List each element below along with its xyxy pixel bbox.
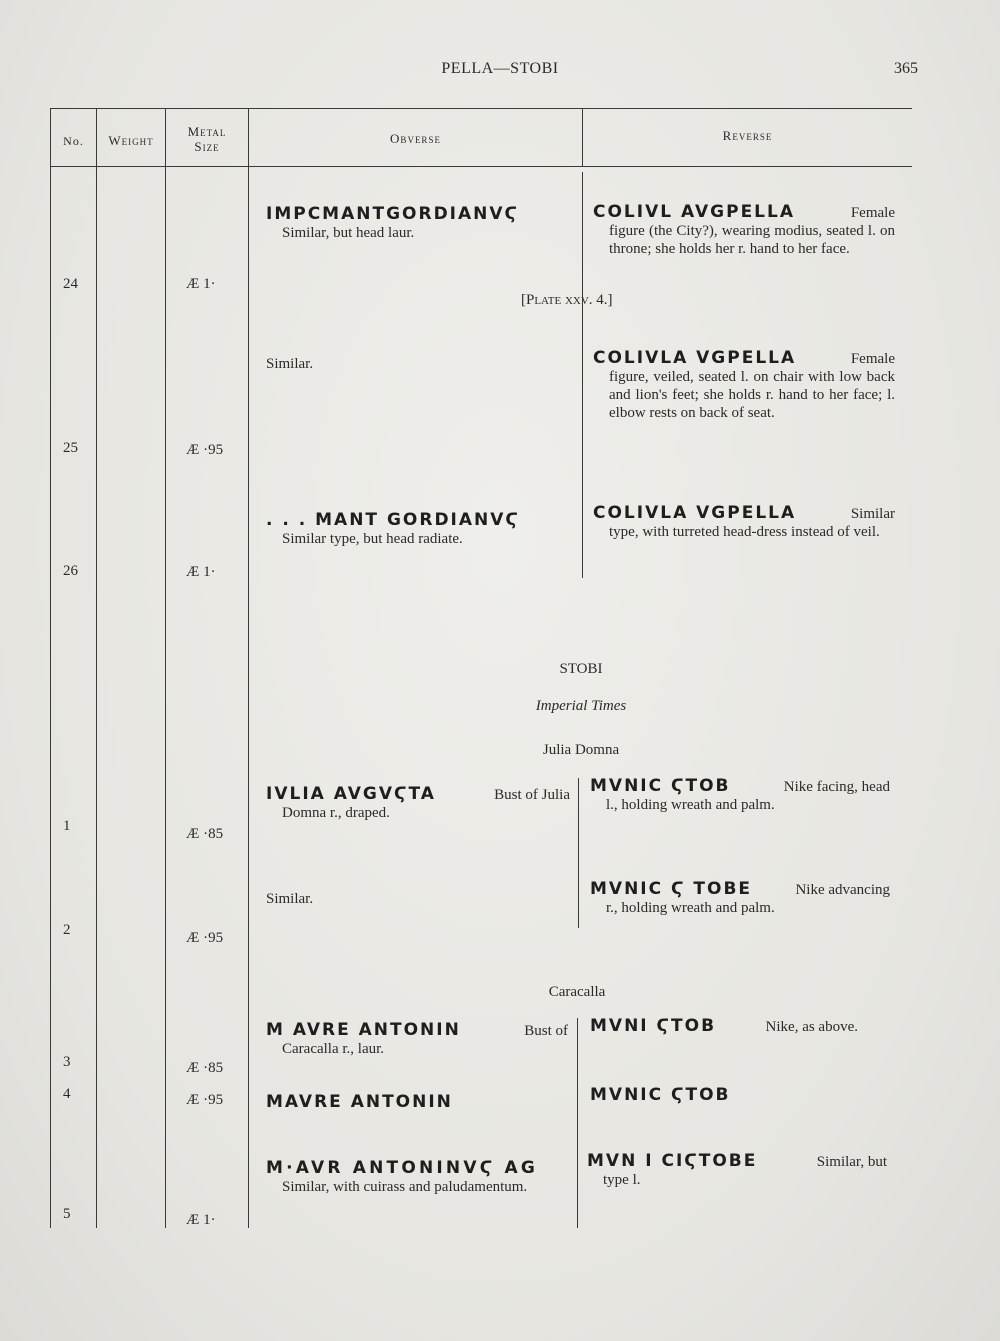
stobi-1-obverse <box>266 784 570 822</box>
stobi-1-reverse <box>590 776 890 814</box>
entry-26-number: 26 <box>63 563 78 579</box>
stobi-2-reverse <box>590 879 890 917</box>
col-divider-left-edge <box>50 108 51 1228</box>
reverse-description: r., holding wreath and palm. <box>606 900 775 916</box>
entry-24-obverse <box>266 204 566 242</box>
header-bottom-rule <box>50 166 912 167</box>
entry-25-obverse-description: Similar. <box>266 356 314 372</box>
stobi-4-metal-size: Æ ·95 <box>186 1092 224 1108</box>
obverse-description: Similar type, but head radiate. <box>282 531 463 547</box>
reverse-description-start: Female <box>850 205 895 221</box>
reverse-description-start: Nike advancing <box>795 882 890 898</box>
entry-24-number: 24 <box>63 276 78 292</box>
stobi-4-reverse-legend: MVNIC ϚTOB <box>590 1085 731 1105</box>
header-reverse: Reverse <box>722 128 773 143</box>
reverse-description-start: Similar <box>850 506 895 522</box>
reverse-description-start: Female <box>850 351 895 367</box>
entry-25-number: 25 <box>63 440 78 456</box>
table-top-rule <box>50 108 912 109</box>
reverse-legend: COLIVLA VGPELLA <box>593 348 797 368</box>
stobi-5-number: 5 <box>63 1206 71 1222</box>
entry-24-reverse <box>593 202 895 258</box>
reverse-description-start: Nike, as above. <box>765 1019 858 1035</box>
stobi-1-metal-size: Æ ·85 <box>186 826 224 842</box>
stobi-3-number: 3 <box>63 1054 71 1070</box>
reverse-legend: MVNI ϚTOB <box>590 1016 717 1036</box>
entry-24-metal-size: Æ 1· <box>186 276 216 292</box>
ruler-heading-julia-domna: Julia Domna <box>542 742 620 758</box>
obverse-legend: IVLIA AVGVϚTA <box>266 784 436 804</box>
reverse-description: l., holding wreath and palm. <box>606 797 775 813</box>
obverse-description-start: Bust of Julia <box>494 787 570 803</box>
header-weight: Weight <box>108 133 154 148</box>
obverse-description: Similar, with cuirass and paludamentum. <box>282 1179 528 1195</box>
stobi-3-obverse <box>266 1020 568 1058</box>
subheading-imperial-times: Imperial Times <box>535 698 627 714</box>
stobi-3-reverse <box>590 1016 858 1036</box>
page-number: 365 <box>894 60 918 77</box>
reverse-legend: COLIVLA VGPELLA <box>593 503 797 523</box>
ruler-heading-caracalla: Caracalla <box>548 984 606 1000</box>
obverse-legend: M AVRE ANTONIN <box>266 1020 461 1040</box>
stobi-4-number: 4 <box>63 1086 71 1102</box>
entry-25-metal-size: Æ ·95 <box>186 442 224 458</box>
stobi-1-number: 1 <box>63 818 71 834</box>
entry-26-metal-size: Æ 1· <box>186 564 216 580</box>
header-no: No. <box>63 134 84 148</box>
reverse-description: figure, veiled, seated l. on chair with low back and lion's feet; she holds r. hand to her face; l. elbow rests on back of seat. <box>609 369 895 421</box>
obverse-description: Domna r., draped. <box>282 805 390 821</box>
header-obverse: Obverse <box>390 131 441 146</box>
stobi-5-reverse <box>587 1151 887 1189</box>
stobi-5-metal-size: Æ 1· <box>186 1212 216 1228</box>
header-metal: Metal <box>187 124 227 139</box>
stobi-2-metal-size: Æ ·95 <box>186 930 224 946</box>
stobi-5-obverse <box>266 1158 568 1196</box>
reverse-description-start: Nike facing, head <box>783 779 890 795</box>
reverse-legend: MVNIC ϚTOB <box>590 776 731 796</box>
col-divider-reverse-upper <box>582 172 583 578</box>
stobi-2-obverse-description: Similar. <box>266 891 314 907</box>
col-divider-reverse-lower <box>578 778 579 928</box>
obverse-legend: IMPCMANTGORDIANVϚ <box>266 204 520 224</box>
reverse-description: type, with turreted head-dress instead of veil. <box>609 524 880 540</box>
stobi-2-number: 2 <box>63 922 71 938</box>
reverse-description: type l. <box>603 1172 641 1188</box>
obverse-description: Similar, but head laur. <box>282 225 415 241</box>
reverse-legend: COLIVL AVGPELLA <box>593 202 796 222</box>
reverse-legend: MVN I CIϚTOBE <box>587 1151 758 1171</box>
reverse-description: figure (the City?), wearing modius, seated l. on throne; she holds her r. hand to her face. <box>609 223 895 257</box>
reverse-legend: MVNIC Ϛ TOBE <box>590 879 753 899</box>
stobi-3-metal-size: Æ ·85 <box>186 1060 224 1076</box>
entry-26-reverse <box>593 503 895 541</box>
reverse-description-start: Similar, but <box>816 1154 887 1170</box>
entry-25-reverse <box>593 348 895 422</box>
header-size: Size <box>194 139 220 154</box>
stobi-4-obverse-legend: MAVRE ANTONIN <box>266 1092 453 1112</box>
obverse-legend: . . . MANT GORDIANVϚ <box>266 510 520 530</box>
obverse-description-start: Bust of <box>524 1023 568 1039</box>
obverse-legend: M·AVR ANTONINVϚ AG <box>266 1158 539 1178</box>
section-heading-stobi: STOBI <box>559 661 603 677</box>
entry-26-obverse <box>266 510 576 548</box>
running-head: PELLA—STOBI <box>441 60 559 77</box>
plate-reference: [Plate xxv. 4.] <box>521 292 613 308</box>
obverse-description: Caracalla r., laur. <box>282 1041 385 1057</box>
col-divider-reverse-caracalla <box>577 1018 578 1228</box>
